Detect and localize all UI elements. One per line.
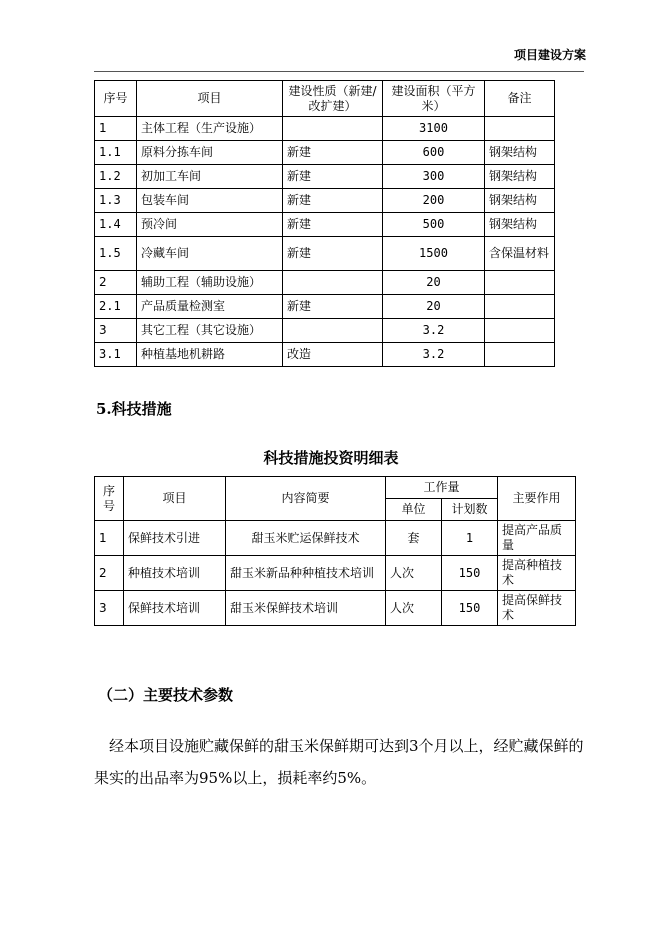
cell-role: 提高种植技术 xyxy=(498,556,576,591)
cell-area: 3.2 xyxy=(383,343,485,367)
header-item: 项目 xyxy=(124,477,226,521)
cell-item: 辅助工程（辅助设施） xyxy=(137,271,283,295)
table-header-row xyxy=(95,81,555,117)
cell-item: 保鲜技术引进 xyxy=(124,521,226,556)
cell-item: 保鲜技术培训 xyxy=(124,591,226,626)
cell-nature: 新建 xyxy=(283,213,383,237)
cell-item: 种植技术培训 xyxy=(124,556,226,591)
cell-item: 种植基地机耕路 xyxy=(137,343,283,367)
cell-nature: 改造 xyxy=(283,343,383,367)
cell-plan: 150 xyxy=(442,556,498,591)
header-content: 内容简要 xyxy=(226,477,386,521)
cell-note: 钢架结构 xyxy=(485,141,555,165)
cell-item: 包装车间 xyxy=(137,189,283,213)
cell-area: 300 xyxy=(383,165,485,189)
cell-item: 预冷间 xyxy=(137,213,283,237)
cell-item: 其它工程（其它设施） xyxy=(137,319,283,343)
cell-note: 钢架结构 xyxy=(485,165,555,189)
cell-unit: 人次 xyxy=(386,556,442,591)
table-row xyxy=(95,189,555,213)
table-header-row xyxy=(95,477,576,499)
cell-no: 1.2 xyxy=(95,165,137,189)
header-unit: 单位 xyxy=(386,499,442,521)
table-row xyxy=(95,556,576,591)
cell-item: 初加工车间 xyxy=(137,165,283,189)
cell-no: 1.5 xyxy=(95,237,137,271)
cell-nature: 新建 xyxy=(283,189,383,213)
cell-no: 2 xyxy=(95,556,124,591)
cell-role: 提高产品质量 xyxy=(498,521,576,556)
header-plan: 计划数 xyxy=(442,499,498,521)
table-row xyxy=(95,591,576,626)
cell-no: 1.3 xyxy=(95,189,137,213)
cell-plan: 1 xyxy=(442,521,498,556)
table-row xyxy=(95,117,555,141)
cell-area: 20 xyxy=(383,295,485,319)
header-title: 项目建设方案 xyxy=(513,48,586,62)
cell-nature xyxy=(283,319,383,343)
header-workload: 工作量 xyxy=(386,477,498,499)
table-row xyxy=(95,237,555,271)
cell-content: 甜玉米贮运保鲜技术 xyxy=(226,521,386,556)
cell-note xyxy=(485,319,555,343)
cell-no: 2 xyxy=(95,271,137,295)
cell-nature: 新建 xyxy=(283,237,383,271)
table-row xyxy=(95,521,576,556)
cell-content: 甜玉米保鲜技术培训 xyxy=(226,591,386,626)
table-row xyxy=(95,213,555,237)
cell-role: 提高保鲜技术 xyxy=(498,591,576,626)
header-area: 建设面积（平方米） xyxy=(383,81,485,117)
cell-note xyxy=(485,295,555,319)
table-row xyxy=(95,165,555,189)
tech-params-paragraph: 经本项目设施贮藏保鲜的甜玉米保鲜期可达到3个月以上，经贮藏保鲜的果实的出品率为95%以上，损耗率约5%。 xyxy=(94,737,584,787)
cell-area: 600 xyxy=(383,141,485,165)
header-no: 序号 xyxy=(95,477,124,521)
cell-note xyxy=(485,117,555,141)
cell-no: 3 xyxy=(95,319,137,343)
cell-note: 钢架结构 xyxy=(485,213,555,237)
cell-note xyxy=(485,271,555,295)
cell-nature: 新建 xyxy=(283,165,383,189)
cell-nature xyxy=(283,117,383,141)
table-row xyxy=(95,271,555,295)
cell-content: 甜玉米新品种种植技术培训 xyxy=(226,556,386,591)
cell-area: 3100 xyxy=(383,117,485,141)
table-row xyxy=(95,295,555,319)
table-row xyxy=(95,343,555,367)
cell-no: 1.4 xyxy=(95,213,137,237)
cell-no: 3.1 xyxy=(95,343,137,367)
header-divider xyxy=(94,71,584,72)
cell-no: 1 xyxy=(95,117,137,141)
cell-nature: 新建 xyxy=(283,295,383,319)
cell-no: 1.1 xyxy=(95,141,137,165)
header-note: 备注 xyxy=(485,81,555,117)
section-2-heading: （二）主要技术参数 xyxy=(98,686,234,704)
cell-nature xyxy=(283,271,383,295)
table-row xyxy=(95,141,555,165)
cell-area: 20 xyxy=(383,271,485,295)
cell-area: 500 xyxy=(383,213,485,237)
cell-item: 产品质量检测室 xyxy=(137,295,283,319)
construction-table xyxy=(94,80,555,367)
cell-no: 1 xyxy=(95,521,124,556)
table2-title: 科技措施投资明细表 xyxy=(263,449,399,467)
header-nature: 建设性质（新建/改扩建） xyxy=(283,81,383,117)
cell-area: 1500 xyxy=(383,237,485,271)
header-role: 主要作用 xyxy=(498,477,576,521)
tech-measures-table xyxy=(94,476,576,626)
cell-nature: 新建 xyxy=(283,141,383,165)
header-no: 序号 xyxy=(95,81,137,117)
cell-unit: 套 xyxy=(386,521,442,556)
table-row xyxy=(95,319,555,343)
cell-area: 3.2 xyxy=(383,319,485,343)
cell-unit: 人次 xyxy=(386,591,442,626)
cell-area: 200 xyxy=(383,189,485,213)
cell-note: 钢架结构 xyxy=(485,189,555,213)
cell-item: 主体工程（生产设施） xyxy=(137,117,283,141)
section-5-heading: 5.科技措施 xyxy=(96,400,172,418)
cell-no: 3 xyxy=(95,591,124,626)
header-item: 项目 xyxy=(137,81,283,117)
cell-note xyxy=(485,343,555,367)
cell-plan: 150 xyxy=(442,591,498,626)
cell-item: 冷藏车间 xyxy=(137,237,283,271)
cell-item: 原料分拣车间 xyxy=(137,141,283,165)
cell-no: 2.1 xyxy=(95,295,137,319)
cell-note: 含保温材料 xyxy=(485,237,555,271)
